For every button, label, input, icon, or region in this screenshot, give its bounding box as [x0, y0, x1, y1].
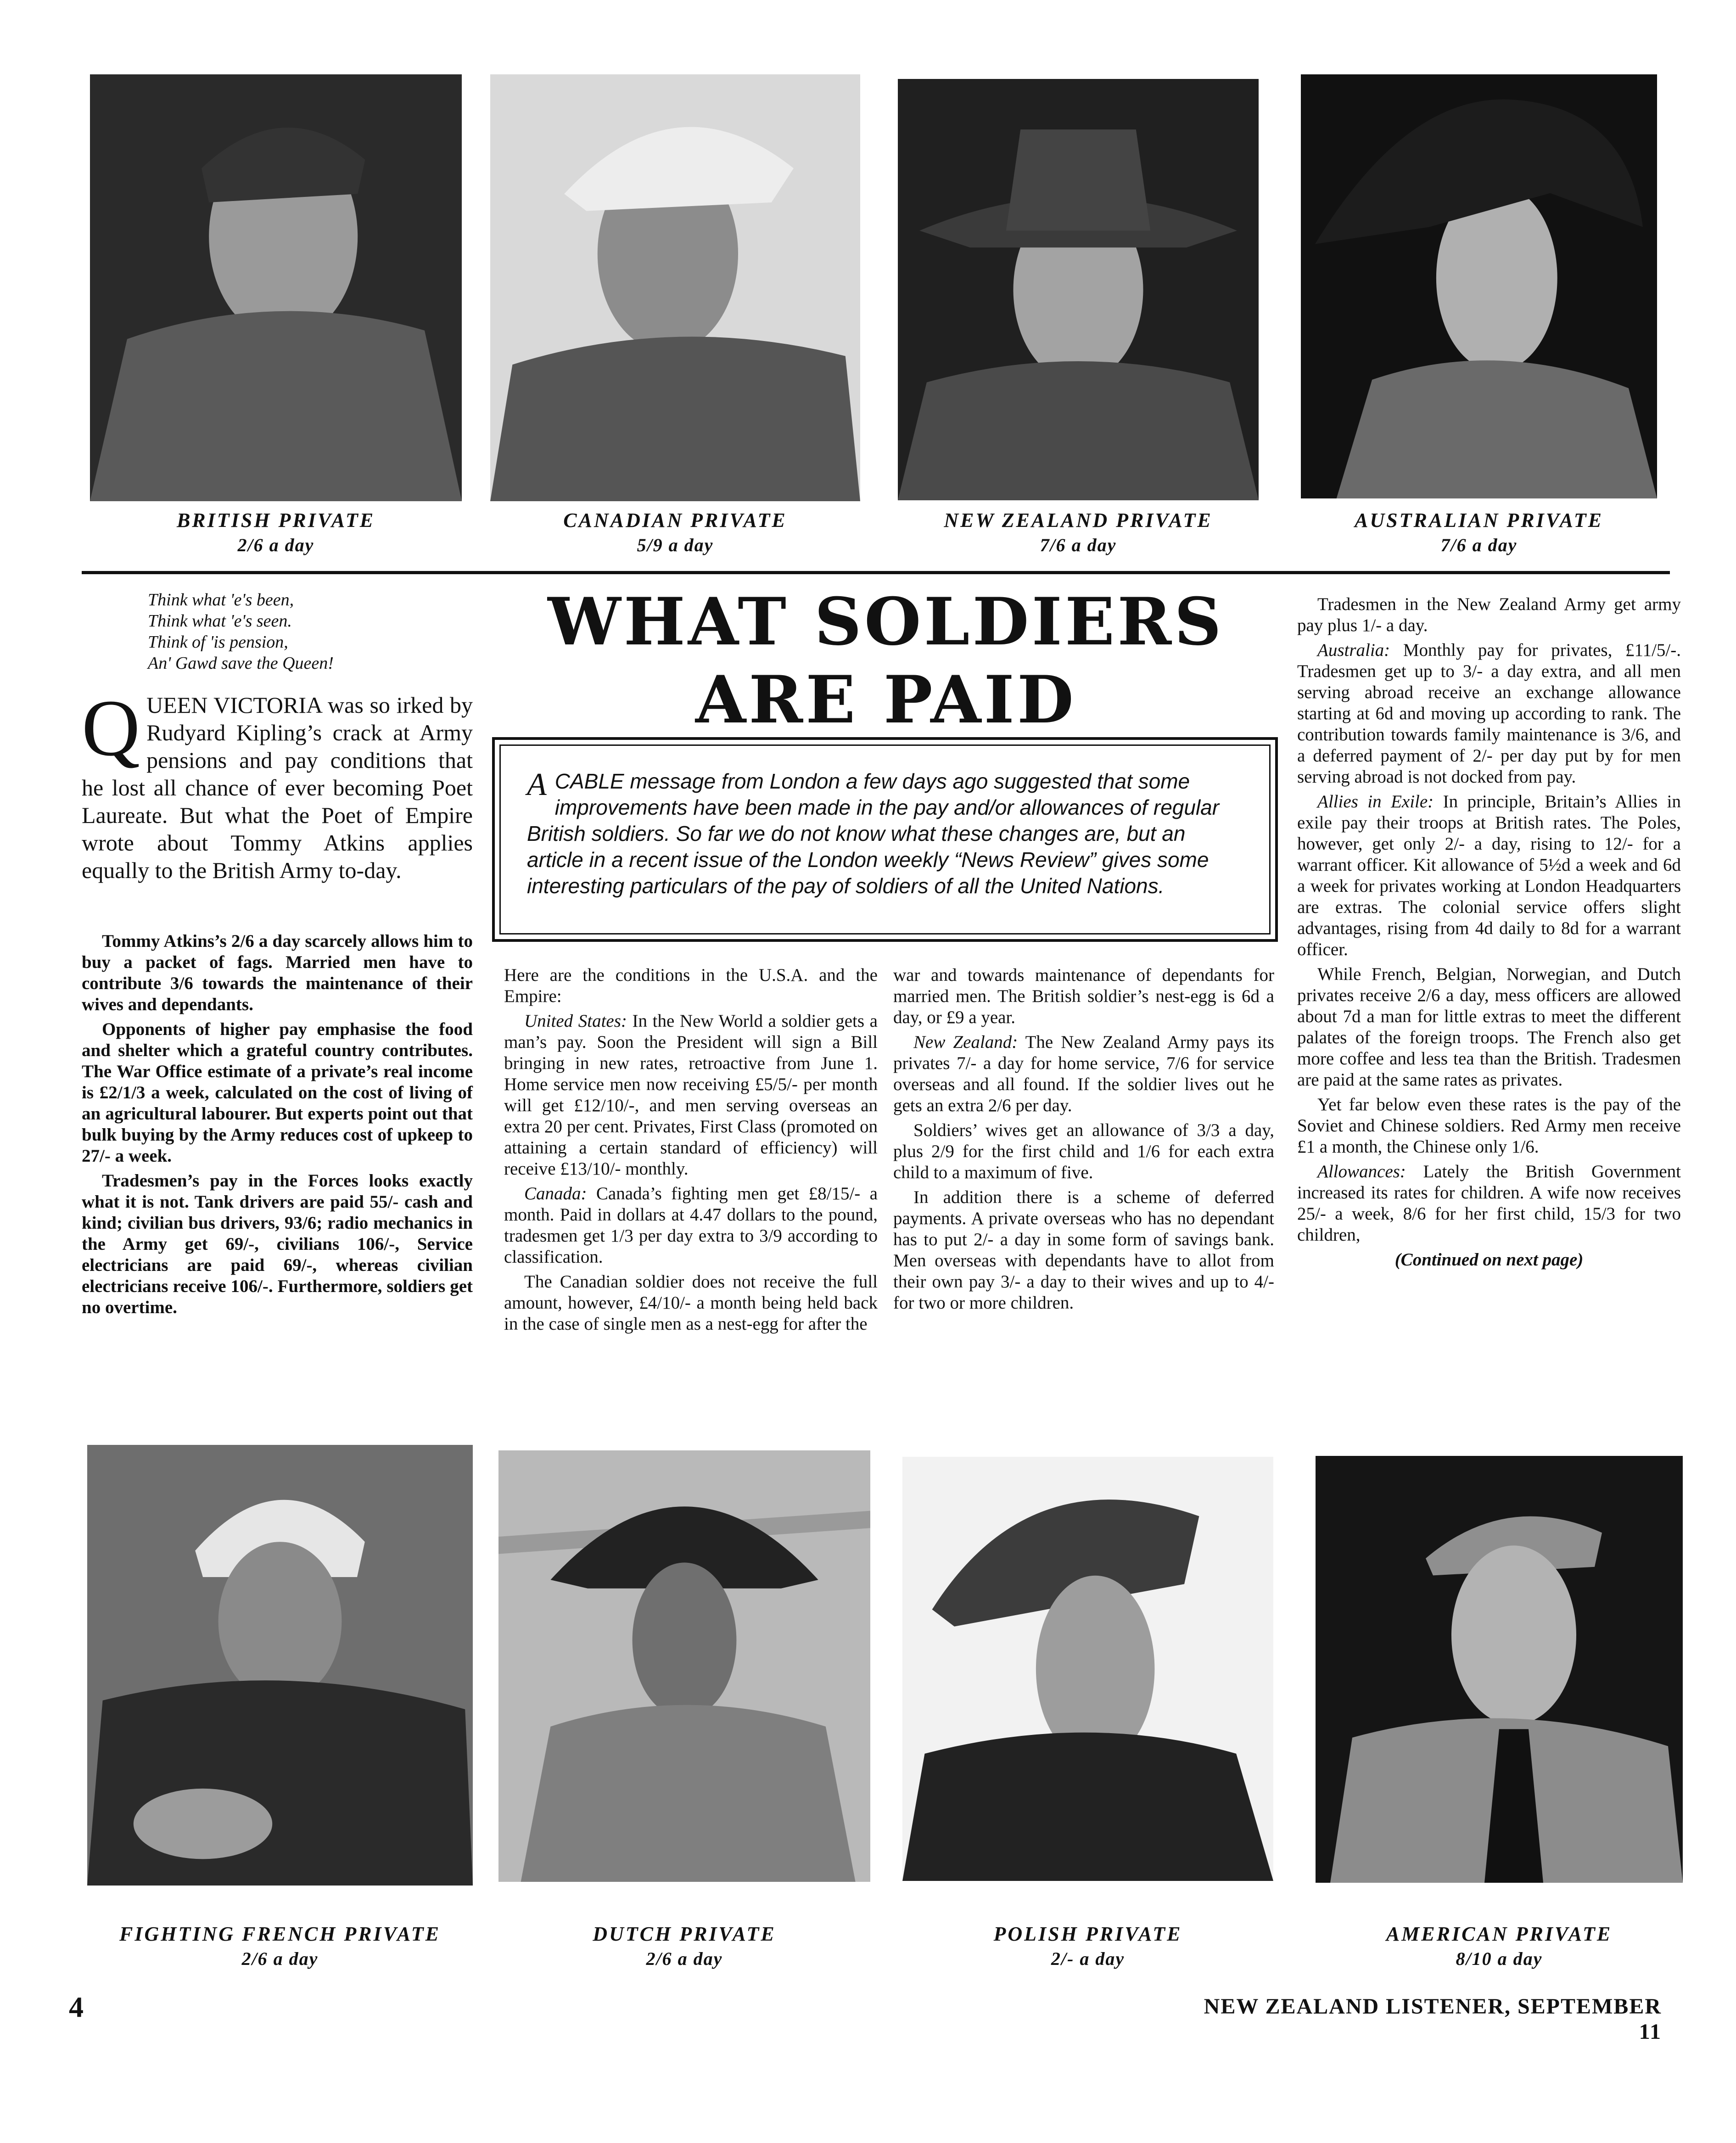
caption-rank: AUSTRALIAN PRIVATE — [1355, 509, 1603, 532]
paragraph: war and towards maintenance of dependants for married men. The British soldier’s nest-egg is 6d a day, or £9 a year. — [893, 965, 1274, 1027]
paragraph: Tradesmen in the New Zealand Army get army pay plus 1/- a day. — [1297, 594, 1681, 635]
caption-american-private — [1316, 1921, 1683, 1971]
lead-text: UEEN VICTORIA was so irked by Rudyard Kipling’s crack at Army pensions and pay conditions that he lost all chance of ever becoming Poet Laureate. But what the Poet of Empire wrote about Tommy Atkins applies equally to the British Army to-day. — [82, 692, 473, 883]
paragraph: Tradesmen’s pay in the Forces looks exactly what it is not. Tank drivers are paid 55/- cash and kind; civilian bus drivers, 93/6; radio mechanics in the Army get 69/-, civilians 106/-, Service electricians are paid 69/-, whereas civilian electricians receive 106/-. Furthermore, soldiers get no overtime. — [82, 1171, 473, 1317]
caption-polish-private — [902, 1921, 1273, 1971]
paragraph-new-zealand — [893, 1032, 1274, 1116]
paragraph: Here are the conditions in the U.S.A. and the Empire: — [504, 965, 878, 1006]
paragraph: Opponents of higher pay emphasise the food and shelter which a grateful country contributes. The War Office estimate of a private’s real income is £2/1/3 a week, calculated on the cost of living of an agricultural labourer. But experts point out that bulk buying by the Army reduces cost of upkeep to 27/- a week. — [82, 1019, 473, 1166]
section-text: Monthly pay for privates, £11/5/-. Tradesmen get up to 3/- a day extra, and all men serving abroad receive an exchange allowance starting at 6d and moving up according to rank. The contribution towards family maintenance is 3/6, and a deferred payment of 2/- per day put by for men serving abroad is not docked from pay. — [1297, 640, 1681, 787]
paragraph: Soldiers’ wives get an allowance of 3/3 a day, plus 2/9 for the first child and 1/6 for each extra child to a maximum of five. — [893, 1120, 1274, 1182]
intro-box — [492, 737, 1278, 942]
headline-line-1: WHAT SOLDIERS — [548, 584, 1224, 660]
section-label: United States: — [524, 1011, 627, 1031]
caption-pay: 8/10 a day — [1456, 1948, 1543, 1969]
column-1-body — [82, 931, 473, 1322]
drop-cap: Q — [82, 683, 140, 773]
paragraph-allies-in-exile — [1297, 791, 1681, 960]
section-label: Allowances: — [1317, 1162, 1406, 1181]
paragraph-united-states — [504, 1011, 878, 1180]
photo-australian-private — [1301, 74, 1657, 498]
column-4-body — [1297, 594, 1681, 1274]
intro-box-text — [527, 768, 1243, 899]
paragraph-allowances — [1297, 1161, 1681, 1246]
caption-pay: 7/6 a day — [1440, 535, 1518, 555]
intro-drop-cap: A — [527, 767, 547, 802]
caption-british-private — [90, 508, 462, 557]
caption-rank: NEW ZEALAND PRIVATE — [944, 509, 1213, 532]
headline-line-2: ARE PAID — [695, 662, 1077, 738]
section-text: Lately the British Government increased its rates for children. A wife now receives 25/- a week, 8/6 for her first child, 15/3 for two children, — [1297, 1162, 1681, 1245]
caption-pay: 2/- a day — [1051, 1948, 1125, 1969]
publication-footer: NEW ZEALAND LISTENER, SEPTEMBER 11 — [1204, 1994, 1662, 2044]
column-3-body — [893, 965, 1274, 1317]
verse-line: An' Gawd save the Queen! — [148, 654, 334, 673]
continued-note: (Continued on next page) — [1394, 1250, 1584, 1270]
photo-canadian-private — [490, 74, 860, 501]
photo-american-private — [1316, 1456, 1683, 1883]
photo-dutch-private — [498, 1450, 870, 1882]
caption-rank: AMERICAN PRIVATE — [1386, 1923, 1613, 1945]
verse-line: Think of 'is pension, — [148, 632, 288, 652]
caption-rank: POLISH PRIVATE — [993, 1923, 1182, 1945]
intro-text: CABLE message from London a few days ago suggested that some improvements have been made in the pay and/or allowances of regular British soldiers. So far we do not know what these changes are, but an article in a recent issue of the London weekly “News Review” gives some interesting particulars of the pay of soldiers of all the United Nations. — [527, 769, 1220, 898]
headline — [496, 583, 1276, 739]
section-label: New Zealand: — [913, 1032, 1018, 1052]
top-divider — [82, 571, 1670, 574]
lead-paragraph — [82, 683, 473, 884]
caption-australian-private — [1301, 508, 1657, 557]
caption-pay: 5/9 a day — [637, 535, 714, 555]
paragraph-australia — [1297, 640, 1681, 788]
photo-fighting-french-private — [87, 1445, 473, 1886]
caption-dutch-private — [498, 1921, 870, 1971]
paragraph: Yet far below even these rates is the pay of the Soviet and Chinese soldiers. Red Army men receive £1 a month, the Chinese only 1/6. — [1297, 1095, 1681, 1157]
section-label: Canada: — [524, 1184, 587, 1203]
caption-rank: CANADIAN PRIVATE — [563, 509, 787, 532]
paragraph: While French, Belgian, Norwegian, and Dutch privates receive 2/6 a day, mess officers are allowed about 7d a man for little extras to meet the different palates of the foreign troops. The French also get more coffee and less tea than the British. Tradesmen are paid at the same rates as privates. — [1297, 964, 1681, 1090]
caption-rank: DUTCH PRIVATE — [593, 1923, 776, 1945]
caption-pay: 2/6 a day — [646, 1948, 723, 1969]
paragraph: The Canadian soldier does not receive the full amount, however, £4/10/- a month being held back in the case of single men as a nest-egg for after the — [504, 1272, 878, 1334]
verse-line: Think what 'e's seen. — [148, 611, 292, 631]
section-text: Canada’s fighting men get £8/15/- a month. Paid in dollars at 4.47 dollars to the pound, tradesmen get 1/3 per day extra to 3/9 according to classification. — [504, 1184, 878, 1267]
caption-rank: FIGHTING FRENCH PRIVATE — [119, 1923, 441, 1945]
caption-pay: 2/6 a day — [241, 1948, 319, 1969]
photo-polish-private — [902, 1457, 1273, 1881]
section-text: The New Zealand Army pays its privates 7/- a day for home service, 7/6 for service overseas and all found. If the soldier lives out he gets an extra 2/6 per day. — [893, 1032, 1274, 1115]
section-text: In principle, Britain’s Allies in exile pay their troops at British rates. The Poles, however, get only 2/- a day, rising to 12/- for a warrant officer. Kit allowance of 5½d a week and 6d a week for privates working at London Headquarters are extras. The colonial service offers slight advantages, rising from 4d daily to 8d for a warrant officer. — [1297, 792, 1681, 959]
photo-new-zealand-private — [898, 79, 1259, 500]
caption-canadian-private — [490, 508, 860, 557]
caption-rank: BRITISH PRIVATE — [176, 509, 375, 532]
verse-line: Think what 'e's been, — [148, 590, 294, 610]
kipling-verse — [148, 589, 460, 674]
caption-new-zealand-private — [898, 508, 1259, 557]
paragraph: In addition there is a scheme of deferred payments. A private overseas who has no dependant has to put 2/- a day in some form of savings bank. Men overseas with dependants have to allot from their own pay 3/- a day to their wives and up to 4/- for two or more children. — [893, 1187, 1274, 1313]
caption-pay: 7/6 a day — [1040, 535, 1117, 555]
paragraph: Tommy Atkins’s 2/6 a day scarcely allows him to buy a packet of fags. Married men have to contribute 3/6 towards the maintenance of their wives and dependants. — [82, 931, 473, 1014]
column-2-body — [504, 965, 878, 1338]
paragraph-canada — [504, 1183, 878, 1268]
caption-fighting-french-private — [69, 1921, 491, 1971]
photo-british-private — [90, 74, 462, 501]
section-text: In the New World a soldier gets a man’s pay. Soon the President will sign a Bill bringing in new rates, retroactive from June 1. Home service men now receiving £5/5/- per month will get £12/10/-, and men serving overseas an extra 20 per cent. Privates, First Class (promoted on attaining a certain standard of efficiency) will receive £13/10/- monthly. — [504, 1011, 878, 1179]
caption-pay: 2/6 a day — [237, 535, 314, 555]
section-label: Australia: — [1317, 640, 1390, 660]
page-number: 4 — [69, 1991, 84, 2023]
section-label: Allies in Exile: — [1317, 792, 1434, 811]
